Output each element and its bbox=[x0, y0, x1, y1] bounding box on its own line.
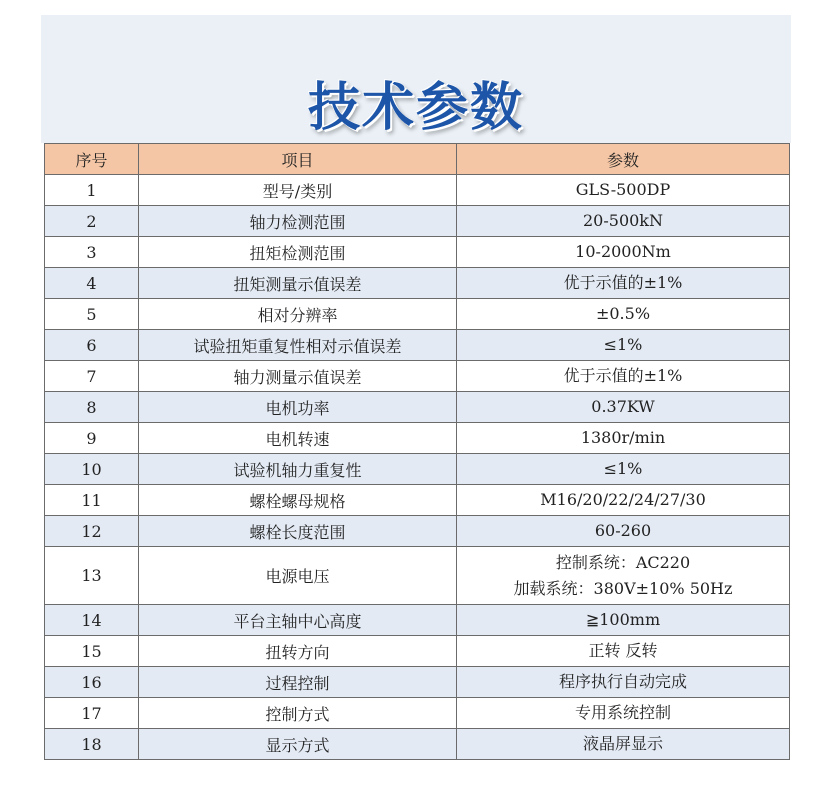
table-row bbox=[45, 729, 790, 760]
row-item: 试验扭矩重复性相对示值误差 bbox=[139, 330, 457, 361]
row-item: 相对分辨率 bbox=[139, 299, 457, 330]
row-item: 平台主轴中心高度 bbox=[139, 605, 457, 636]
row-value-line: 1380r/min bbox=[580, 428, 666, 447]
row-number: 5 bbox=[45, 299, 139, 330]
row-value-line: ±0.5% bbox=[595, 304, 651, 323]
header-item: 项目 bbox=[139, 144, 457, 175]
page-title: 技术参数 bbox=[307, 78, 524, 138]
row-number: 16 bbox=[45, 667, 139, 698]
row-item: 螺栓长度范围 bbox=[139, 516, 457, 547]
row-number: 10 bbox=[45, 454, 139, 485]
row-value-line: 控制系统：AC220 bbox=[555, 552, 691, 572]
row-value-line: 正转 反转 bbox=[588, 641, 658, 660]
table-row bbox=[45, 667, 790, 698]
row-number: 11 bbox=[45, 485, 139, 516]
row-value bbox=[457, 268, 790, 299]
row-item: 显示方式 bbox=[139, 729, 457, 760]
row-number: 3 bbox=[45, 237, 139, 268]
row-value bbox=[457, 605, 790, 636]
table-row bbox=[45, 175, 790, 206]
row-value-line: GLS-500DP bbox=[575, 180, 671, 199]
table-row bbox=[45, 454, 790, 485]
row-value-line: 加载系统：380V±10% 50Hz bbox=[513, 578, 733, 598]
table-row bbox=[45, 206, 790, 237]
row-value bbox=[457, 237, 790, 268]
row-value bbox=[457, 667, 790, 698]
row-value-line: 10-2000Nm bbox=[575, 242, 671, 261]
row-item: 控制方式 bbox=[139, 698, 457, 729]
table-row bbox=[45, 330, 790, 361]
row-number: 13 bbox=[45, 547, 139, 605]
row-value bbox=[457, 330, 790, 361]
row-number: 6 bbox=[45, 330, 139, 361]
row-item: 过程控制 bbox=[139, 667, 457, 698]
header-no: 序号 bbox=[45, 144, 139, 175]
row-value-line: ≤1% bbox=[603, 459, 643, 478]
table-row bbox=[45, 698, 790, 729]
table-row bbox=[45, 636, 790, 667]
row-value bbox=[457, 547, 790, 605]
row-number: 7 bbox=[45, 361, 139, 392]
row-value bbox=[457, 299, 790, 330]
row-value-line: 优于示值的±1% bbox=[563, 273, 683, 292]
row-value-line: ≧100mm bbox=[585, 610, 661, 629]
table-row bbox=[45, 268, 790, 299]
table-row bbox=[45, 485, 790, 516]
row-item: 电源电压 bbox=[139, 547, 457, 605]
table-row bbox=[45, 547, 790, 605]
row-value bbox=[457, 729, 790, 760]
header-value: 参数 bbox=[457, 144, 790, 175]
row-value bbox=[457, 516, 790, 547]
row-value-line: ≤1% bbox=[603, 335, 643, 354]
row-item: 试验机轴力重复性 bbox=[139, 454, 457, 485]
row-number: 15 bbox=[45, 636, 139, 667]
row-item: 型号/类别 bbox=[139, 175, 457, 206]
row-number: 2 bbox=[45, 206, 139, 237]
table-row bbox=[45, 392, 790, 423]
row-item: 扭矩检测范围 bbox=[139, 237, 457, 268]
row-value bbox=[457, 698, 790, 729]
spec-table bbox=[44, 143, 790, 760]
row-item: 轴力测量示值误差 bbox=[139, 361, 457, 392]
row-item: 扭转方向 bbox=[139, 636, 457, 667]
table-row bbox=[45, 516, 790, 547]
title-banner bbox=[41, 15, 791, 143]
row-value bbox=[457, 636, 790, 667]
row-value bbox=[457, 361, 790, 392]
row-number: 9 bbox=[45, 423, 139, 454]
row-number: 14 bbox=[45, 605, 139, 636]
row-value-line: 20-500kN bbox=[583, 211, 663, 230]
row-value bbox=[457, 454, 790, 485]
table-row bbox=[45, 299, 790, 330]
row-item: 扭矩测量示值误差 bbox=[139, 268, 457, 299]
row-value-line: 0.37KW bbox=[591, 397, 655, 416]
table-row bbox=[45, 605, 790, 636]
row-number: 12 bbox=[45, 516, 139, 547]
row-value bbox=[457, 206, 790, 237]
row-number: 18 bbox=[45, 729, 139, 760]
row-value bbox=[457, 485, 790, 516]
row-number: 8 bbox=[45, 392, 139, 423]
row-value-line: 液晶屏显示 bbox=[582, 734, 663, 753]
row-item: 螺栓螺母规格 bbox=[139, 485, 457, 516]
row-value bbox=[457, 423, 790, 454]
row-value-line: M16/20/22/24/27/30 bbox=[540, 490, 706, 509]
row-number: 17 bbox=[45, 698, 139, 729]
row-value-line: 60-260 bbox=[594, 521, 652, 540]
row-item: 轴力检测范围 bbox=[139, 206, 457, 237]
row-value bbox=[457, 175, 790, 206]
table-row bbox=[45, 237, 790, 268]
table-header-row bbox=[45, 144, 790, 175]
row-value bbox=[457, 392, 790, 423]
row-item: 电机功率 bbox=[139, 392, 457, 423]
table-row bbox=[45, 361, 790, 392]
row-value-line: 优于示值的±1% bbox=[563, 366, 683, 385]
row-number: 1 bbox=[45, 175, 139, 206]
table-row bbox=[45, 423, 790, 454]
row-value-line: 程序执行自动完成 bbox=[558, 672, 687, 691]
row-number: 4 bbox=[45, 268, 139, 299]
row-value-line: 专用系统控制 bbox=[574, 703, 671, 722]
row-item: 电机转速 bbox=[139, 423, 457, 454]
